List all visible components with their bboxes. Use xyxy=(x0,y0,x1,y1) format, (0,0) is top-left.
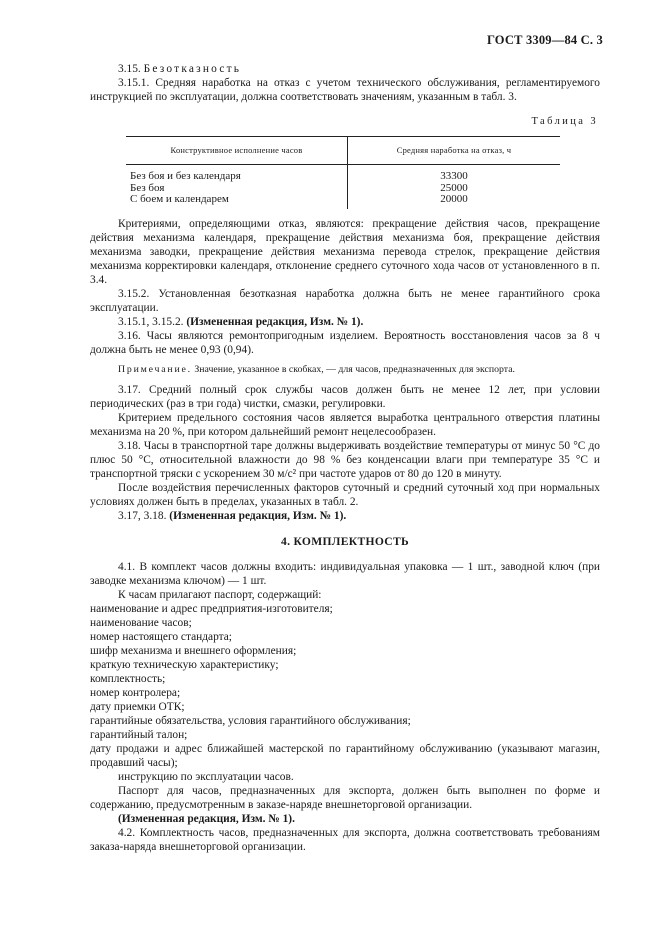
table-cell-value: 20000 xyxy=(440,193,468,205)
list-item: инструкцию по эксплуатации часов. xyxy=(118,770,294,783)
paragraph-after-factors: После воздействия перечисленных факторов суточный и средний суточный ход при нормальных условиях должен быть в пределах, указанных в табл. 2. xyxy=(90,481,600,508)
table-3-header-col1: Конструктивное исполнение часов xyxy=(126,137,348,165)
list-item: гарантийный талон; xyxy=(90,728,188,741)
table-3 xyxy=(126,136,560,209)
table-3-title: Таблица 3 xyxy=(531,116,598,127)
paragraph-3-15-2: 3.15.2. Установленная безотказная наработка должна быть не менее гарантийного срока эксплуатации. xyxy=(90,287,600,314)
table-cell-name: Без боя и без календаря xyxy=(126,165,348,183)
table-cell-name: Без боя xyxy=(126,183,348,195)
paragraph-3-15-1: 3.15.1. Средняя наработка на отказ с учетом технического обслуживания, регламентируемого инструкцией по эксплуатации, должна соответствовать значениям, указанным в табл. 3. xyxy=(90,77,600,103)
paragraph-3-16: 3.16. Часы являются ремонтопригодным изделием. Вероятность восстановления часов за 8 ч должна быть не менее 0,93 (0,94). xyxy=(90,329,600,356)
paragraph-3-18: 3.18. Часы в транспортной таре должны выдерживать воздействие температуры от минус 50 °С до плюс 50 °С, относительной влажности до 98 % без конденсации влаги при температуре 35 °С и транспортной тряски с ускорением 30 м/с² при частоте ударов от 80 до 120 в минуту. xyxy=(90,439,600,480)
table-cell-value: 25000 xyxy=(440,181,468,194)
paragraph-export-passport: Паспорт для часов, предназначенных для экспорта, должен быть выполнен по форме и содержанию, предусмотренным в заказе-наряде внешнеторговой организации. xyxy=(90,784,600,811)
list-item: наименование и адрес предприятия-изготовителя; xyxy=(90,602,333,615)
paragraph-3-17: 3.17. Средний полный срок службы часов должен быть не менее 12 лет, при условии периодических (раз в три года) чистки, смазки, регулировки. xyxy=(90,383,600,410)
list-item: номер настоящего стандарта; xyxy=(90,630,232,643)
page-content xyxy=(90,62,600,854)
list-item: комплектность; xyxy=(90,672,166,685)
list-item: краткую техническую характеристику; xyxy=(90,658,279,671)
paragraph-4-1: 4.1. В комплект часов должны входить: индивидуальная упаковка — 1 шт., заводной ключ (при заводке механизма ключом) — 1 шт. xyxy=(90,560,600,587)
edit-note-3: (Измененная редакция, Изм. № 1). xyxy=(118,812,295,825)
passport-intro: К часам прилагают паспорт, содержащий: xyxy=(118,588,322,601)
edit-note-1: 3.15.1, 3.15.2. (Измененная редакция, Изм. № 1). xyxy=(118,315,364,328)
paragraph-4-2: 4.2. Комплектность часов, предназначенных для экспорта, должна соответствовать требованиям заказа-наряда внешнеторговой организации. xyxy=(90,826,600,853)
table-row xyxy=(126,165,560,183)
paragraph-limit-state: Критерием предельного состояния часов является выработка центрального отверстия платины механизма на 20 %, при котором дальнейший ремонт нецелесообразен. xyxy=(90,411,600,438)
table-cell-name: С боем и календарем xyxy=(126,194,348,209)
section-3-15-heading: 3.15. Безотказность xyxy=(118,63,242,75)
list-item: наименование часов; xyxy=(90,616,192,629)
list-item: номер контролера; xyxy=(90,686,181,699)
list-item: дату приемки ОТК; xyxy=(90,700,185,713)
table-3-header-col2: Средняя наработка на отказ, ч xyxy=(348,137,561,165)
paragraph-failure-criteria: Критериями, определяющими отказ, являются: прекращение действия часов, прекращение действия механизма календаря, прекращение действия механизма боя, прекращение действия механизма заводки, прекращение действия механизма перевода стрелок, прекращение действия механизма корректировки календаря, отклонение среднего суточного хода часов от установленного в п. 3.4. xyxy=(90,217,600,286)
note: Примечание. Значение, указанное в скобках, — для часов, предназначенных для экспорта. xyxy=(118,363,515,375)
list-item: шифр механизма и внешнего оформления; xyxy=(90,644,297,657)
list-item: дату продажи и адрес ближайшей мастерской по гарантийному обслуживанию (указывают магазин, продавший часы); xyxy=(90,742,600,769)
edit-note-2: 3.17, 3.18. (Измененная редакция, Изм. № 1). xyxy=(118,509,347,522)
section-4-title: 4. КОМПЛЕКТНОСТЬ xyxy=(281,534,409,548)
list-item: гарантийные обязательства, условия гарантийного обслуживания; xyxy=(90,714,411,727)
table-cell-value: 33300 xyxy=(440,170,468,182)
table-row xyxy=(126,194,560,209)
page-header: ГОСТ 3309—84 С. 3 xyxy=(486,33,603,47)
